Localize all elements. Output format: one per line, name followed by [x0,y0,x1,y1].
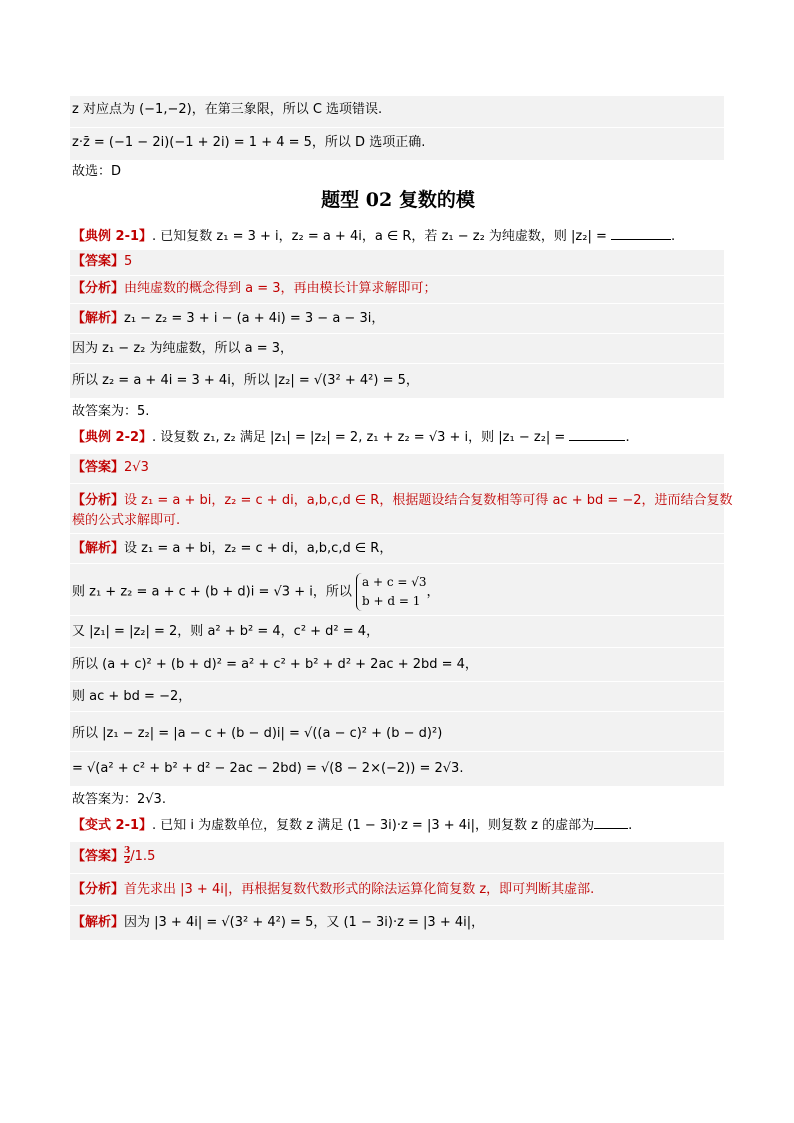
analysis-line [70,874,724,906]
analysis-tag: 【分析】 [72,281,125,296]
final-answer: 故答案为：5. [72,404,150,419]
example-tag: 【典例 2-1】 [72,229,153,244]
solution-text: 因为 z₁ − z₂ 为纯虚数，所以 a = 3， [72,341,294,356]
question-end: . [628,818,633,833]
question-end: . [625,430,630,445]
answer-choice: 故选：D [72,164,122,179]
final-answer-line [70,786,724,812]
analysis-text: 首先求出 |3 + 4i|，再根据复数代数形式的除法运算化简复数 z，即可判断其虚部. [124,882,595,897]
solution-tag: 【解析】 [72,541,125,556]
solution-line [70,682,724,712]
text-content: z·z̄ = (−1 − 2i)(−1 + 2i) = 1 + 4 = 5，所以 D 选项正确. [72,135,426,150]
variant-tag: 【变式 2-1】 [72,818,153,833]
solution-text-end: ， [426,584,440,600]
final-answer: 故答案为：2√3. [72,792,166,807]
answer-tag: 【答案】 [72,254,125,269]
fraction-denominator: 2 [124,856,131,866]
question-end: . [671,229,676,244]
solution-line [70,364,724,398]
solution-tag: 【解析】 [72,915,125,930]
solution-text: 又 |z₁| = |z₂| = 2，则 a² + b² = 4，c² + d² = 4， [72,624,380,639]
answer-value: 5 [124,254,133,269]
analysis-tag: 【分析】 [72,493,125,508]
answer-line [70,842,724,874]
text-line [70,160,724,182]
answer-tag: 【答案】 [72,460,125,475]
analysis-line [70,276,724,304]
answer-value: 2√3 [124,460,149,475]
solution-line [70,534,724,564]
solution-line [70,906,724,940]
answer-value: /1.5 [130,849,156,864]
analysis-text: 设 z₁ = a + bi，z₂ = c + di，a,b,c,d ∈ R，根据题设结合复数相等可得 ac + bd = −2，进而结合复数 [124,493,733,508]
solution-line [70,648,724,682]
answer-line [70,250,724,276]
solution-text: 设 z₁ = a + bi，z₂ = c + di，a,b,c,d ∈ R， [124,541,393,556]
answer-blank [594,827,628,829]
equation-system [356,573,427,611]
solution-text: 因为 |3 + 4i| = √(3² + 4²) = 5，又 (1 − 3i)·z = |3 + 4i|， [124,915,485,930]
solution-text: 所以 (a + c)² + (b + d)² = a² + c² + b² + d² + 2ac + 2bd = 4， [72,657,478,672]
document-page [70,96,733,940]
section-title [70,182,724,224]
solution-text: 所以 |z₁ − z₂| = |a − c + (b − d)i| = √((a − c)² + (b − d)²) [72,726,443,741]
solution-tag: 【解析】 [72,311,125,326]
fraction-numerator: 3 [124,846,131,856]
question-text: . 设复数 z₁, z₂ 满足 |z₁| = |z₂| = 2, z₁ + z₂ = √3 + i，则 |z₁ − z₂| = [152,430,570,445]
analysis-tag: 【分析】 [72,882,125,897]
answer-tag: 【答案】 [72,849,125,864]
answer-blank [611,238,671,240]
system-eq-2: b + d = 1 [361,594,421,608]
solution-text: = √(a² + c² + b² + d² − 2ac − 2bd) = √(8 − 2×(−2)) = 2√3. [72,761,464,776]
question-text: . 已知复数 z₁ = 3 + i，z₂ = a + 4i，a ∈ R，若 z₁ − z₂ 为纯虚数，则 |z₂| = [152,229,612,244]
question-text: . 已知 i 为虚数单位，复数 z 满足 (1 − 3i)·z = |3 + 4i|，则复数 z 的虚部为 [152,818,595,833]
solution-text: z₁ − z₂ = 3 + i − (a + 4i) = 3 − a − 3i， [124,311,385,326]
question-line [70,812,724,842]
solution-line [70,616,724,648]
question-line [70,224,724,250]
system-eq-1: a + c = √3 [361,575,427,589]
solution-line [70,752,724,786]
question-line [70,424,724,454]
text-line [70,96,724,128]
analysis-text-cont: 模的公式求解即可. [72,513,181,528]
solution-line [70,304,724,334]
analysis-block [70,484,733,534]
text-line [70,128,724,160]
analysis-text: 由纯虚数的概念得到 a = 3，再由模长计算求解即可； [124,281,437,296]
solution-text: 所以 z₂ = a + 4i = 3 + 4i，所以 |z₂| = √(3² + 4²) = 5， [72,373,419,388]
text-content: z 对应点为 (−1,−2)，在第三象限，所以 C 选项错误. [72,102,383,117]
final-answer-line [70,398,724,424]
section-title-text: 题型 02 复数的模 [321,189,475,211]
solution-text: 则 z₁ + z₂ = a + c + (b + d)i = √3 + i，所以 [72,584,352,600]
example-tag: 【典例 2-2】 [72,430,153,445]
solution-text: 则 ac + bd = −2， [72,689,192,704]
solution-line [70,334,724,364]
solution-line [70,712,724,752]
solution-line [70,564,724,616]
answer-line [70,454,724,484]
answer-blank [569,439,625,441]
